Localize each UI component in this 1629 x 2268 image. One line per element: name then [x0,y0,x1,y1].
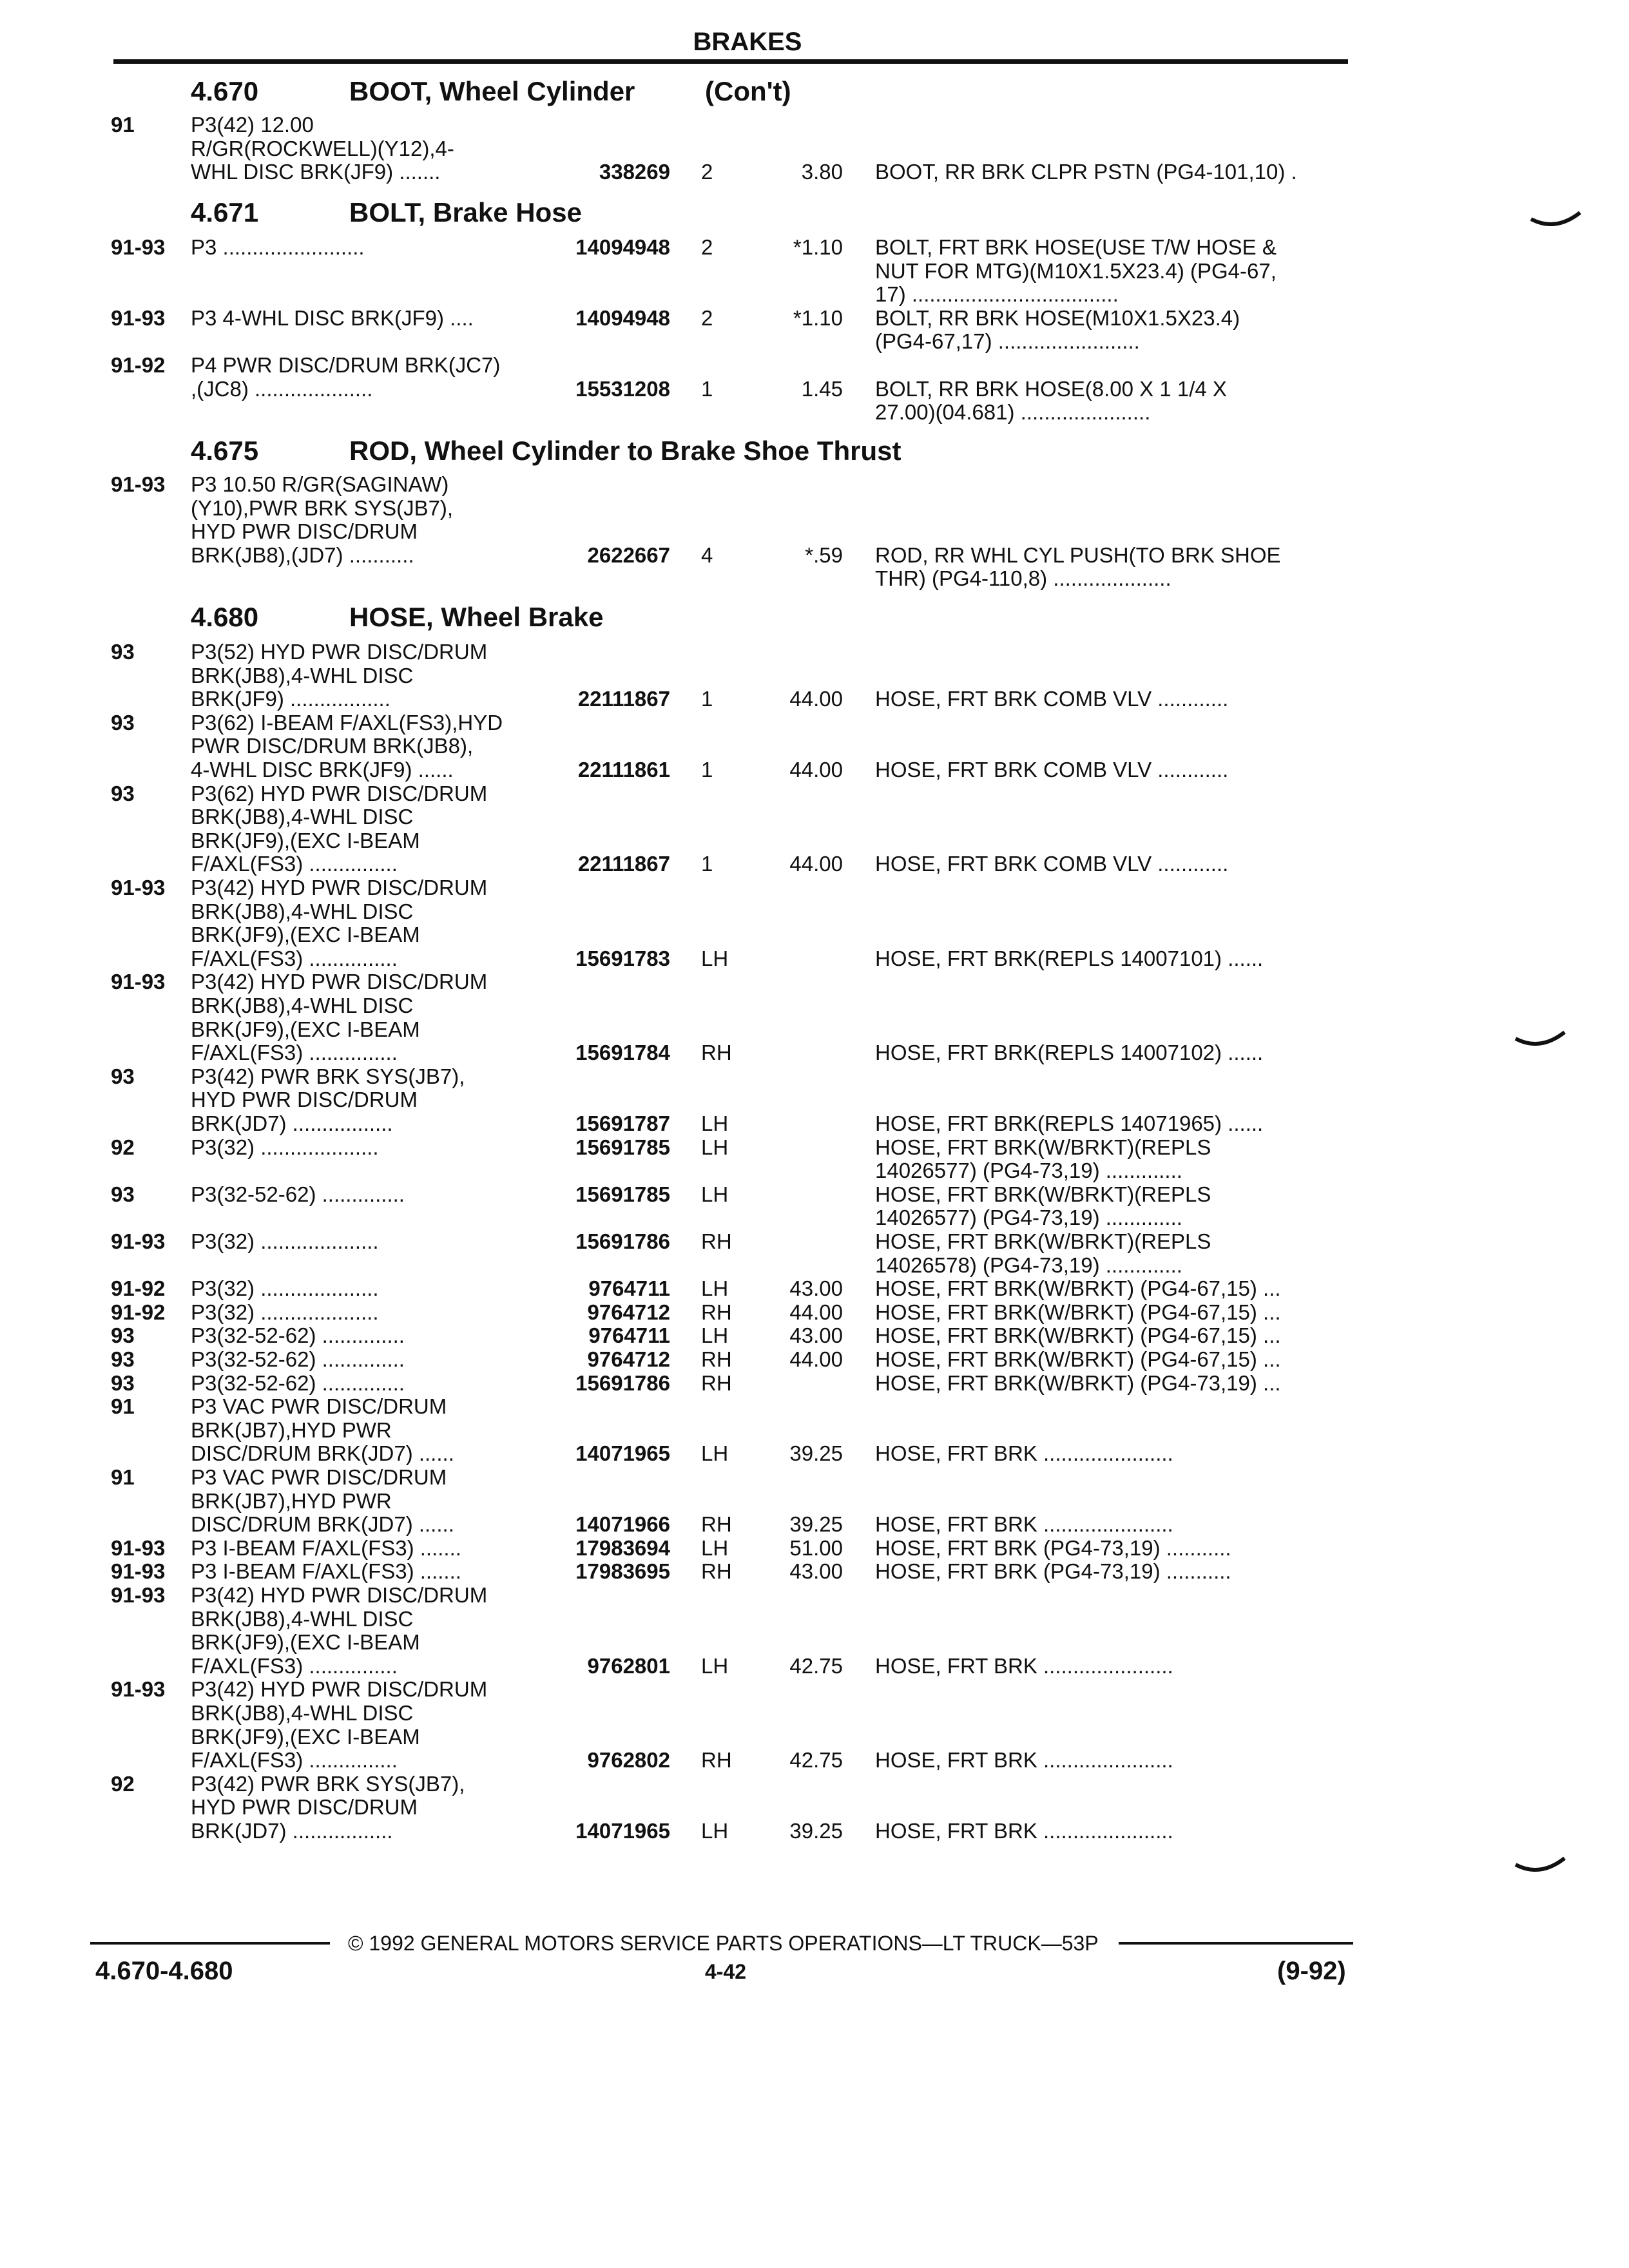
application-description: BRK(JF9),(EXC I-BEAM [191,1725,420,1749]
part-number: 17983695 [575,1559,670,1583]
part-name: 14026578) (PG4-73,19) ............. [875,1254,1182,1277]
section-header-s4680 [0,602,1418,633]
parts-row [0,876,1418,899]
part-name: BOLT, FRT BRK HOSE(USE T/W HOSE & [875,236,1277,259]
quantity: 4 [701,543,713,567]
application-description: P3(42) HYD PWR DISC/DRUM [191,970,488,994]
part-number: 9762802 [587,1748,670,1772]
quantity: RH [701,1229,732,1253]
page-title: BRAKES [693,28,802,56]
application-description: P3 ........................ [191,236,365,259]
part-number: 2622667 [587,543,670,567]
application-description: BRK(JB7),HYD PWR [191,1419,392,1442]
margin-mark-3 [1514,1856,1566,1875]
application-description: BRK(JF9),(EXC I-BEAM [191,829,420,852]
model-years: 92 [111,1135,135,1159]
quantity: 1 [701,377,713,401]
part-name: 14026577) (PG4-73,19) ............. [875,1159,1182,1182]
parts-row [0,113,1418,137]
section-number: 4.670 [191,76,259,106]
section-continued: (Con't) [705,76,791,106]
parts-row [0,829,1418,852]
quantity: LH [701,1276,729,1300]
quantity: LH [701,947,729,970]
quantity: LH [701,1323,729,1347]
part-number: 22111867 [577,852,670,876]
parts-row [0,1159,1418,1182]
parts-row [0,1324,1418,1347]
part-number: 9762801 [587,1654,670,1678]
application-description: P3(32-52-62) .............. [191,1324,405,1347]
quantity: LH [701,1182,729,1206]
part-name: HOSE, FRT BRK(REPLS 14007102) ...... [875,1041,1264,1064]
model-years: 93 [111,1323,135,1347]
parts-row [0,236,1418,259]
quantity: 2 [701,160,713,184]
parts-row [0,1041,1418,1064]
application-description: P3(42) HYD PWR DISC/DRUM [191,1584,488,1607]
part-name: HOSE, FRT BRK(W/BRKT)(REPLS [875,1230,1211,1253]
parts-row [0,1678,1418,1701]
section-title: ROD, Wheel Cylinder to Brake Shoe Thrust [349,436,901,466]
parts-row [0,852,1418,876]
price: 42.75 [789,1654,843,1678]
parts-row [0,1301,1418,1324]
application-description: P3 I-BEAM F/AXL(FS3) ....... [191,1560,461,1583]
section-title: BOLT, Brake Hose [349,197,582,227]
quantity: 1 [701,687,713,711]
application-description: BRK(JB8),4-WHL DISC [191,994,414,1017]
part-name: HOSE, FRT BRK ...................... [875,1655,1173,1678]
parts-row [0,1395,1418,1418]
model-years: 91-93 [111,306,166,330]
parts-row [0,1655,1418,1678]
part-number: 22111861 [577,758,670,782]
parts-row [0,1466,1418,1489]
footer-rule-right [1119,1942,1353,1945]
parts-row [0,1513,1418,1536]
part-number: 15691786 [575,1229,670,1253]
application-description: F/AXL(FS3) ............... [191,1041,398,1064]
model-years: 93 [111,1182,135,1206]
quantity: RH [701,1347,732,1371]
parts-row [0,1206,1418,1229]
quantity: 1 [701,758,713,782]
price: *1.10 [793,235,843,259]
part-name: HOSE, FRT BRK(W/BRKT) (PG4-67,15) ... [875,1324,1281,1347]
parts-row [0,1843,1418,1867]
section-number: 4.680 [191,602,259,632]
part-number: 9764711 [588,1276,670,1300]
model-years: 91-93 [111,1677,166,1701]
part-number: 9764712 [587,1347,670,1371]
model-years: 91-93 [111,1229,166,1253]
parts-row [0,473,1418,496]
application-description: P3(32-52-62) .............. [191,1372,405,1395]
part-name: HOSE, FRT BRK ...................... [875,1820,1173,1843]
parts-row [0,330,1418,353]
footer-copyright: © 1992 GENERAL MOTORS SERVICE PARTS OPERATIONS—LT TRUCK—53P [348,1932,1099,1955]
part-name: HOSE, FRT BRK(W/BRKT)(REPLS [875,1136,1211,1159]
quantity: LH [701,1441,729,1465]
quantity: 2 [701,306,713,330]
model-years: 93 [111,1371,135,1395]
part-name: 14026577) (PG4-73,19) ............. [875,1206,1182,1229]
parts-row [0,520,1418,543]
parts-row [0,1490,1418,1513]
parts-row [0,260,1418,283]
footer-rule-left [90,1942,330,1945]
application-description: BRK(JB8),4-WHL DISC [191,805,414,829]
part-name: HOSE, FRT BRK(W/BRKT) (PG4-67,15) ... [875,1348,1281,1371]
parts-row [0,1584,1418,1607]
application-description: P3(32) .................... [191,1301,379,1324]
part-number: 15691784 [575,1041,670,1064]
application-description: ,(JC8) .................... [191,378,373,401]
model-years: 91-92 [111,353,166,377]
section-header-s4675 [0,436,1418,466]
application-description: F/AXL(FS3) ............... [191,1655,398,1678]
part-number: 15691785 [575,1182,670,1206]
application-description: HYD PWR DISC/DRUM [191,1088,418,1111]
model-years: 91-93 [111,1583,166,1607]
application-description: P3(62) HYD PWR DISC/DRUM [191,782,488,805]
price: 39.25 [789,1441,843,1465]
quantity: RH [701,1371,732,1395]
parts-row [0,1230,1418,1253]
application-description: P3(32-52-62) .............. [191,1348,405,1371]
section-title: HOSE, Wheel Brake [349,602,604,632]
part-number: 15691783 [575,947,670,970]
application-description: BRK(JB8),4-WHL DISC [191,664,414,687]
parts-row [0,711,1418,735]
parts-row [0,923,1418,947]
section-header-s4670 [0,76,1418,107]
part-name: HOSE, FRT BRK ...................... [875,1749,1173,1772]
price: 51.00 [789,1536,843,1560]
part-name: HOSE, FRT BRK(W/BRKT) (PG4-67,15) ... [875,1301,1281,1324]
application-description: BRK(JD7) ................. [191,1820,393,1843]
application-description: BRK(JF9) ................. [191,687,390,711]
application-description: P3(42) HYD PWR DISC/DRUM [191,876,488,899]
parts-row [0,1183,1418,1206]
parts-row [0,1088,1418,1111]
part-number: 14094948 [575,235,670,259]
part-name: HOSE, FRT BRK COMB VLV ............ [875,852,1229,876]
application-description: HYD PWR DISC/DRUM [191,1796,418,1819]
quantity: LH [701,1536,729,1560]
model-years: 91-93 [111,1559,166,1583]
parts-row [0,1372,1418,1395]
application-description: BRK(JB7),HYD PWR [191,1490,392,1513]
application-description: P4 PWR DISC/DRUM BRK(JC7) [191,354,501,377]
model-years: 93 [111,1347,135,1371]
application-description: F/AXL(FS3) ............... [191,947,398,970]
margin-mark-2 [1514,1030,1566,1049]
application-description: BRK(JB8),4-WHL DISC [191,1608,414,1631]
application-description: BRK(JF9),(EXC I-BEAM [191,1631,420,1654]
part-number: 17983694 [575,1536,670,1560]
quantity: LH [701,1111,729,1135]
part-number: 14094948 [575,306,670,330]
application-description: BRK(JD7) ................. [191,1112,393,1135]
parts-row [0,664,1418,687]
parts-row [0,687,1418,711]
application-description: P3(62) I-BEAM F/AXL(FS3),HYD [191,711,503,735]
application-description: BRK(JF9),(EXC I-BEAM [191,1018,420,1041]
parts-row [0,497,1418,520]
quantity: 2 [701,235,713,259]
quantity: 1 [701,852,713,876]
application-description: P3(42) 12.00 [191,113,314,137]
parts-row [0,1725,1418,1749]
part-name: BOLT, RR BRK HOSE(M10X1.5X23.4) [875,307,1240,330]
footer-page-number: 4-42 [705,1960,747,1983]
part-number: 15691786 [575,1371,670,1395]
parts-row [0,1112,1418,1135]
part-name: HOSE, FRT BRK ...................... [875,1442,1173,1465]
parts-row [0,994,1418,1017]
section-header-s4671 [0,197,1418,228]
parts-row [0,1065,1418,1088]
price: 44.00 [789,758,843,782]
price: 43.00 [789,1323,843,1347]
application-description: DISC/DRUM BRK(JD7) ...... [191,1513,454,1536]
price: 42.75 [789,1748,843,1772]
part-number: 338269 [599,160,670,184]
part-number: 14071965 [575,1441,670,1465]
application-description: 4-WHL DISC BRK(JF9) ...... [191,758,454,782]
model-years: 91-93 [111,1536,166,1560]
parts-row [0,160,1418,184]
model-years: 92 [111,1772,135,1796]
application-description: F/AXL(FS3) ............... [191,1749,398,1772]
parts-row [0,1442,1418,1465]
part-number: 9764712 [587,1300,670,1324]
model-years: 91 [111,1394,135,1418]
part-name: BOOT, RR BRK CLPR PSTN (PG4-101,10) . [875,160,1297,184]
parts-row [0,1537,1418,1560]
model-years: 91-92 [111,1300,166,1324]
price: 44.00 [789,852,843,876]
footer-range: 4.670-4.680 [95,1957,233,1985]
parts-row [0,307,1418,330]
part-name: (PG4-67,17) ........................ [875,330,1140,353]
application-description: P3 VAC PWR DISC/DRUM [191,1466,447,1489]
price: *1.10 [793,306,843,330]
section-title: BOOT, Wheel Cylinder [349,76,635,106]
part-name: ROD, RR WHL CYL PUSH(TO BRK SHOE [875,544,1281,567]
application-description: P3 VAC PWR DISC/DRUM [191,1395,447,1418]
parts-row [0,1608,1418,1631]
model-years: 91-93 [111,876,166,899]
price: 44.00 [789,687,843,711]
part-name: HOSE, FRT BRK(W/BRKT)(REPLS [875,1183,1211,1206]
part-name: HOSE, FRT BRK(REPLS 14071965) ...... [875,1112,1264,1135]
application-description: P3(42) PWR BRK SYS(JB7), [191,1065,465,1088]
model-years: 91-92 [111,1276,166,1300]
application-description: BRK(JB8),4-WHL DISC [191,900,414,923]
parts-row [0,1631,1418,1654]
quantity: LH [701,1135,729,1159]
application-description: P3 I-BEAM F/AXL(FS3) ....... [191,1537,461,1560]
model-years: 91-93 [111,472,166,496]
parts-row [0,900,1418,923]
model-years: 91 [111,1465,135,1489]
application-description: P3 10.50 R/GR(SAGINAW) [191,473,449,496]
application-description: P3(42) PWR BRK SYS(JB7), [191,1773,465,1796]
part-number: 9764711 [588,1323,670,1347]
parts-row [0,354,1418,377]
price: *.59 [805,543,843,567]
application-description: P3(32) .................... [191,1277,379,1300]
parts-row [0,1560,1418,1583]
part-name: HOSE, FRT BRK COMB VLV ............ [875,758,1229,782]
parts-row [0,1136,1418,1159]
header-rule [113,59,1348,64]
application-description: P3(32) .................... [191,1136,379,1159]
price: 43.00 [789,1276,843,1300]
part-name: 27.00)(04.681) ...................... [875,401,1151,424]
price: 39.25 [789,1819,843,1843]
parts-row [0,137,1418,160]
price: 44.00 [789,1300,843,1324]
part-number: 14071966 [575,1512,670,1536]
part-number: 22111867 [577,687,670,711]
model-years: 91-93 [111,235,166,259]
part-number: 15691785 [575,1135,670,1159]
application-description: P3(42) HYD PWR DISC/DRUM [191,1678,488,1701]
part-name: BOLT, RR BRK HOSE(8.00 X 1 1/4 X [875,378,1227,401]
parts-row [0,970,1418,994]
model-years: 93 [111,1064,135,1088]
parts-row [0,1796,1418,1819]
part-number: 15531208 [575,377,670,401]
application-description: P3(32-52-62) .............. [191,1183,405,1206]
parts-row [0,1773,1418,1796]
application-description: R/GR(ROCKWELL)(Y12),4- [191,137,454,160]
parts-row [0,805,1418,829]
part-number: 15691787 [575,1111,670,1135]
parts-row [0,1348,1418,1371]
application-description: P3(32) .................... [191,1230,379,1253]
quantity: RH [701,1559,732,1583]
price: 39.25 [789,1512,843,1536]
application-description: WHL DISC BRK(JF9) ....... [191,160,441,184]
parts-row [0,1277,1418,1300]
part-number: 14071965 [575,1819,670,1843]
part-name: HOSE, FRT BRK(W/BRKT) (PG4-67,15) ... [875,1277,1281,1300]
application-description: P3(52) HYD PWR DISC/DRUM [191,640,488,664]
model-years: 91-93 [111,970,166,994]
section-number: 4.671 [191,197,259,227]
price: 1.45 [801,377,843,401]
application-description: DISC/DRUM BRK(JD7) ...... [191,1442,454,1465]
application-description: (Y10),PWR BRK SYS(JB7), [191,497,454,520]
model-years: 93 [111,640,135,664]
application-description: BRK(JB8),4-WHL DISC [191,1702,414,1725]
part-name: THR) (PG4-110,8) .................... [875,567,1171,590]
part-name: HOSE, FRT BRK ...................... [875,1513,1173,1536]
part-name: HOSE, FRT BRK (PG4-73,19) ........... [875,1537,1231,1560]
quantity: LH [701,1819,729,1843]
parts-row [0,567,1418,590]
model-years: 91 [111,113,135,137]
parts-row [0,378,1418,401]
price: 3.80 [801,160,843,184]
price: 44.00 [789,1347,843,1371]
parts-row [0,1419,1418,1442]
part-name: HOSE, FRT BRK (PG4-73,19) ........... [875,1560,1231,1583]
parts-row [0,283,1418,306]
parts-row [0,782,1418,805]
parts-row [0,640,1418,664]
application-description: PWR DISC/DRUM BRK(JB8), [191,735,474,758]
parts-row [0,758,1418,782]
price: 43.00 [789,1559,843,1583]
application-description: HYD PWR DISC/DRUM [191,520,418,543]
parts-row [0,544,1418,567]
application-description: P3 4-WHL DISC BRK(JF9) .... [191,307,474,330]
quantity: RH [701,1748,732,1772]
parts-row [0,1702,1418,1725]
parts-row [0,735,1418,758]
application-description: BRK(JF9),(EXC I-BEAM [191,923,420,947]
model-years: 93 [111,711,135,735]
quantity: RH [701,1041,732,1064]
quantity: LH [701,1654,729,1678]
part-name: NUT FOR MTG)(M10X1.5X23.4) (PG4-67, [875,260,1277,283]
parts-row [0,947,1418,970]
model-years: 93 [111,782,135,805]
parts-row [0,1254,1418,1277]
section-number: 4.675 [191,436,259,466]
part-name: 17) ................................... [875,283,1119,306]
parts-row [0,1749,1418,1772]
part-name: HOSE, FRT BRK COMB VLV ............ [875,687,1229,711]
application-description: BRK(JB8),(JD7) ........... [191,544,414,567]
margin-mark-1 [1530,210,1581,229]
parts-row [0,1820,1418,1843]
parts-row [0,401,1418,424]
part-name: HOSE, FRT BRK(REPLS 14007101) ...... [875,947,1264,970]
parts-row [0,1018,1418,1041]
application-description: F/AXL(FS3) ............... [191,852,398,876]
quantity: RH [701,1512,732,1536]
footer-date: (9-92) [1277,1957,1346,1985]
part-name: HOSE, FRT BRK(W/BRKT) (PG4-73,19) ... [875,1372,1281,1395]
quantity: RH [701,1300,732,1324]
